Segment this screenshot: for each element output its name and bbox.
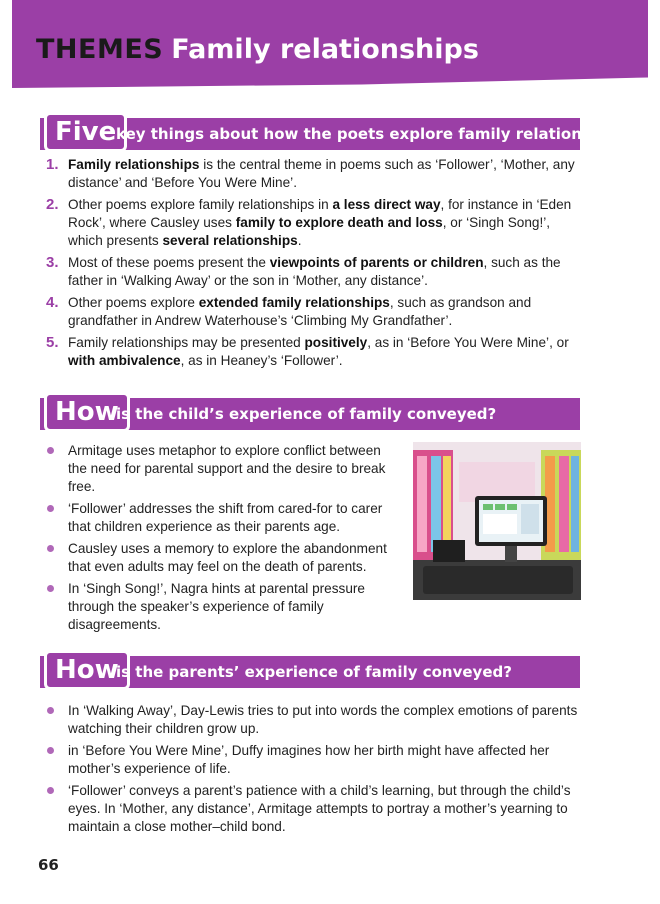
shop-counter-photo (413, 442, 581, 600)
bullet-item (46, 442, 398, 496)
key-thing-item (46, 156, 586, 192)
item-number: 4. (46, 294, 59, 311)
bullet-item (46, 540, 398, 576)
item-number: 2. (46, 196, 59, 213)
bullet-text: In ‘Singh Song!’, Nagra hints at parental pressure through the speaker’s experience of family disagreements. (68, 581, 365, 632)
title-text: Family relationships (171, 34, 479, 65)
text-run: , such as grandson and grandfather in Andrew Waterhouse’s ‘Climbing My Grandfather’. (68, 295, 532, 328)
text-run: Other poems explore (68, 295, 199, 310)
bullet-dot (47, 505, 54, 512)
bold-phrase: viewpoints of parents or children (269, 255, 484, 270)
page-number: 66 (38, 856, 59, 874)
section-tag: Five (44, 112, 127, 152)
parent-experience-list (46, 702, 586, 840)
key-things-list (46, 156, 586, 374)
text-run: is the central theme in poems such as ‘Follower’, ‘Mother, any distance’ and ‘Before You Were Mine’. (68, 157, 575, 190)
bullet-dot (47, 545, 54, 552)
bullet-dot (47, 707, 54, 714)
bullet-dot (47, 747, 54, 754)
bullet-dot (47, 447, 54, 454)
bullet-text: ‘Follower’ conveys a parent’s patience with a child’s learning, but through the child’s eyes. In ‘Mother, any distance’, Armitage attempts to portray a mother’s yearning to maintain a close mother–child bond. (68, 783, 571, 834)
key-thing-item (46, 254, 586, 290)
bullet-item (46, 742, 586, 778)
till-illustration (413, 442, 581, 600)
section-tag: How (44, 392, 130, 432)
bullet-item (46, 782, 586, 836)
text-run: , or ‘Singh Song!’, which presents (68, 215, 551, 248)
bullet-text: Causley uses a memory to explore the abandonment that even adults may feel on the death of parents. (68, 541, 387, 574)
text-run: Most of these poems present the (68, 255, 270, 270)
section-heading-parents (40, 656, 580, 688)
bullet-dot (47, 585, 54, 592)
text-run: , such as the father in ‘Walking Away’ or the son in ‘Mother, any distance’. (68, 255, 561, 288)
bullet-text: in ‘Before You Were Mine’, Duffy imagines how her birth might have affected her mother’s experience of life. (68, 743, 550, 776)
section-tag: How (44, 650, 130, 690)
text-run: . (297, 233, 302, 248)
bullet-text: In ‘Walking Away’, Day-Lewis tries to put into words the complex emotions of parents watching their children grow up. (68, 703, 578, 736)
bold-phrase: extended family relationships (198, 295, 390, 310)
key-thing-item (46, 294, 586, 330)
bold-phrase: a less direct way (332, 197, 441, 212)
bold-phrase: Family relationships (68, 157, 200, 172)
item-number: 5. (46, 334, 59, 351)
bullet-item (46, 580, 398, 634)
bold-phrase: several relationships (162, 233, 298, 248)
bold-phrase: with ambivalence (68, 353, 181, 368)
section-heading-five (40, 117, 627, 150)
bullet-item (46, 500, 398, 536)
section-heading-child (40, 398, 580, 430)
bullet-text: Armitage uses metaphor to explore conflict between the need for parental support and the desire to break free. (68, 443, 386, 494)
section-heading-text: is the parents’ experience of family conveyed? (116, 663, 512, 681)
bullet-text: ‘Follower’ addresses the shift from cared-for to carer that children experience as their parents age. (68, 501, 383, 534)
text-run: Family relationships may be presented (68, 335, 305, 350)
child-experience-list (46, 442, 398, 638)
bold-phrase: positively (304, 335, 368, 350)
section-heading-text: key things about how the poets explore family relationships (116, 125, 627, 143)
key-thing-item (46, 334, 586, 370)
key-thing-item (46, 196, 586, 250)
text-run: , for instance in ‘Eden Rock’, where Causley uses (68, 197, 572, 230)
text-run: Other poems explore family relationships in (68, 197, 333, 212)
title-lead: THEMES (36, 34, 164, 65)
item-number: 1. (46, 156, 59, 173)
bullet-item (46, 702, 586, 738)
page-title (36, 34, 479, 65)
bold-phrase: family to explore death and loss (235, 215, 443, 230)
bullet-dot (47, 787, 54, 794)
text-run: , as in ‘Before You Were Mine’, or (367, 335, 569, 350)
item-number: 3. (46, 254, 59, 271)
section-heading-text: is the child’s experience of family conveyed? (116, 405, 497, 423)
text-run: , as in Heaney’s ‘Follower’. (180, 353, 343, 368)
